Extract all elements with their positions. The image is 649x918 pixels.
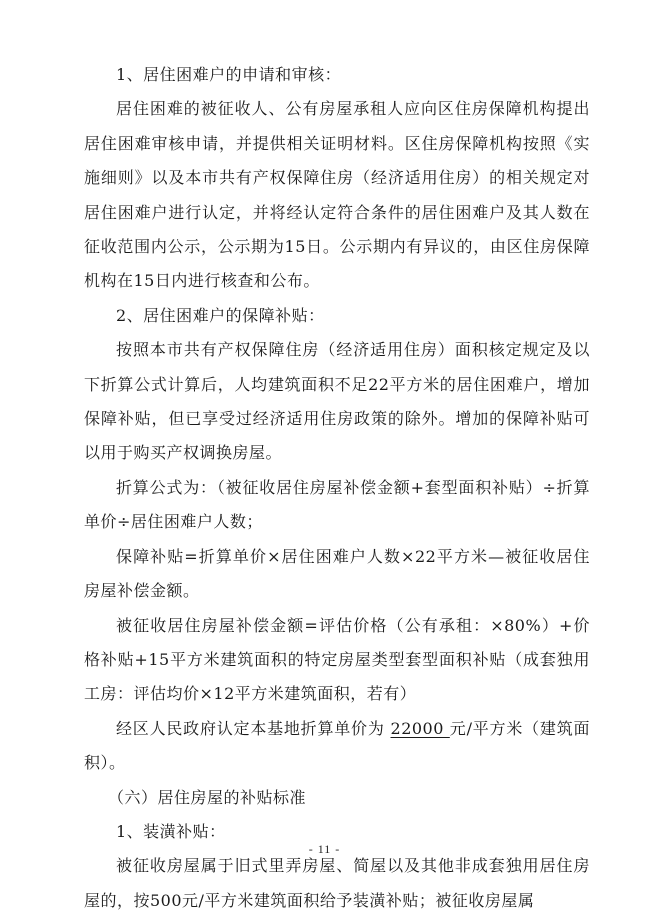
paragraph-unit-price: [84, 712, 590, 781]
paragraph-compensation-formula: 被征收居住房屋补偿金额=评估价格（公有承租：×80%）+价格补贴+15平方米建筑面积的特定房屋类型套型面积补贴（成套独用工房：评估均价×12平方米建筑面积，若有）: [84, 615, 590, 704]
paragraph-application-review: 居住困难的被征收人、公有房屋承租人应向区住房保障机构提出居住困难审核申请，并提供相关证明材料。区住房保障机构按照《实施细则》以及本市共有产权保障住房（经济适用住房）的相关规定对居住困难户进行认定，并将经认定符合条件的居住困难户及其人数在征收范围内公示，公示期为15日。公示期内有异议的，由区住房保障机构在15日内进行核查和公布。: [84, 99, 590, 291]
subheading-decoration-subsidy: 1、装潢补贴：: [116, 821, 226, 841]
subheading-application-review: 1、居住困难户的申请和审核：: [116, 65, 342, 84]
page-number: - 11 -: [308, 842, 341, 856]
unit-price-text-after: 元/平方米（建筑面积）。: [84, 718, 591, 773]
unit-price-text-before: 经区人民政府认定本基地折算单价为: [116, 718, 391, 738]
subheading-subsidy: 2、居住困难户的保障补贴：: [116, 305, 325, 325]
paragraph-subsidy-formula: 保障补贴=折算单价×居住困难户人数×22平方米—被征收居住房屋补偿金额。: [84, 546, 590, 601]
paragraph-subsidy: 按照本市共有产权保障住房（经济适用住房）面积核定规定及以下折算公式计算后，人均建筑面积不足22平方米的居住困难户，增加保障补贴，但已享受过经济适用住房政策的除外。增加的保障补贴可以用于购买产权调换房屋。: [84, 340, 590, 463]
section-heading-subsidy-standards: （六）居住房屋的补贴标准: [108, 787, 307, 807]
paragraph-formula: 折算公式为：（被征收居住房屋补偿金额+套型面积补贴）÷折算单价÷居住困难户人数；: [84, 477, 590, 532]
document-body: [84, 58, 590, 918]
unit-price-value: 22000: [390, 718, 450, 738]
paragraph-decoration-subsidy: 被征收房屋属于旧式里弄房屋、简屋以及其他非成套独用居住房屋的，按500元/平方米建筑面积给予装潢补贴；被征收房屋属: [84, 856, 590, 910]
